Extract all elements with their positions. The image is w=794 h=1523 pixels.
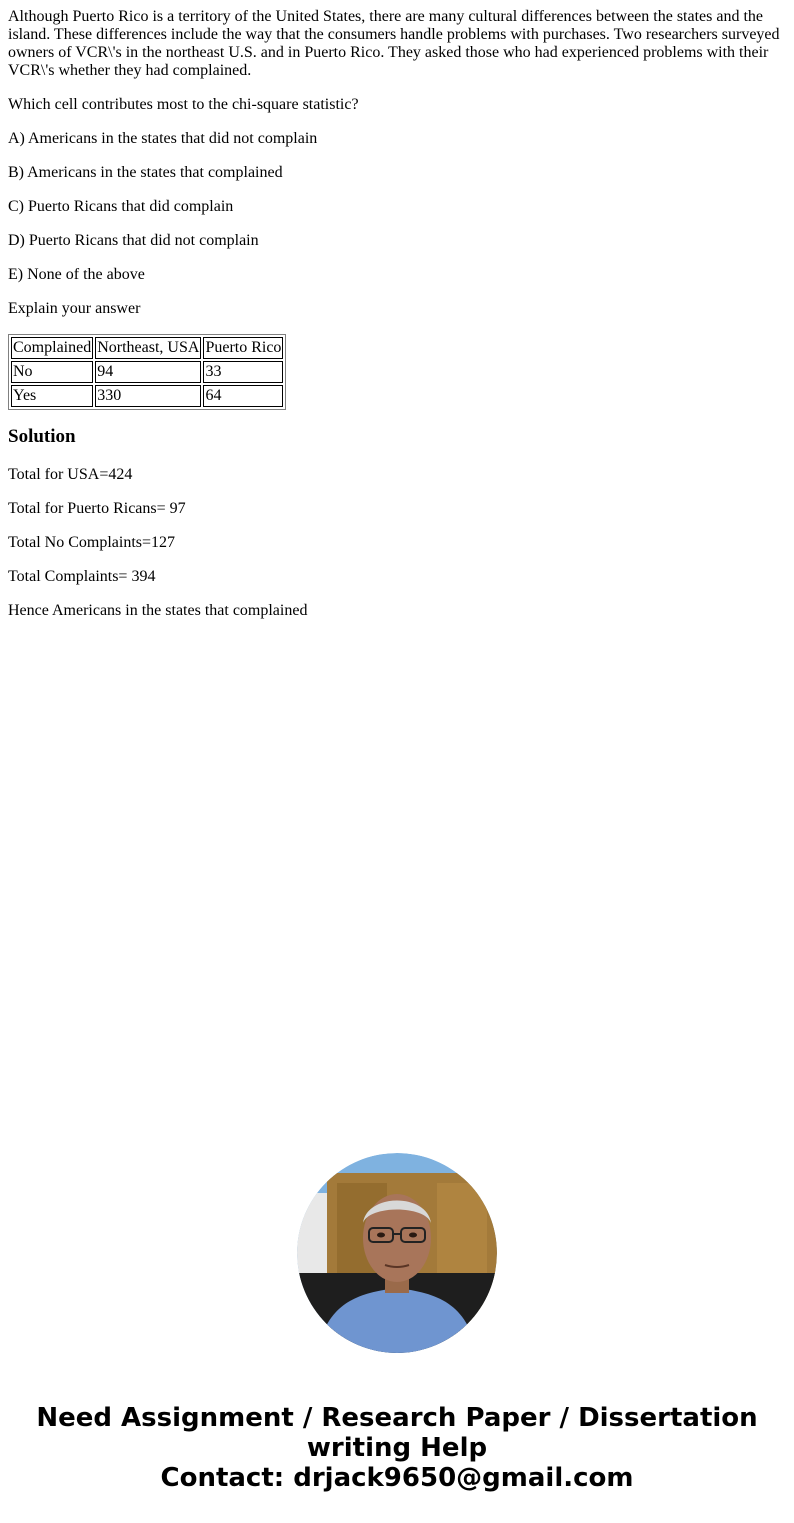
document-body bbox=[0, 0, 794, 620]
table-cell: 94 bbox=[95, 361, 201, 383]
table-header-cell: Puerto Rico bbox=[203, 337, 283, 359]
table-header-row bbox=[11, 337, 283, 359]
solution-heading: Solution bbox=[8, 426, 76, 447]
promo-line: writing Help bbox=[306, 1433, 488, 1463]
solution-line: Hence Americans in the states that complained bbox=[8, 602, 308, 619]
contingency-table bbox=[8, 334, 286, 410]
table-header-cell: Complained bbox=[11, 337, 93, 359]
table-cell: 64 bbox=[203, 385, 283, 407]
option-c: C) Puerto Ricans that did complain bbox=[8, 198, 234, 215]
question-intro: Although Puerto Rico is a territory of the United States, there are many cultural differences between the states and the island. These differences include the way that the consumers handle problems with purchases. Two researchers surveyed owners of VCR\'s in the northeast U.S. and in Puerto Rico. They asked those who had experienced problems with their VCR\'s whether they had complained. bbox=[8, 8, 780, 79]
contact-email: Contact: drjack9650@gmail.com bbox=[160, 1463, 634, 1493]
question-prompt: Which cell contributes most to the chi-square statistic? bbox=[8, 96, 359, 113]
table-row bbox=[11, 361, 283, 383]
option-e: E) None of the above bbox=[8, 266, 145, 283]
option-b: B) Americans in the states that complained bbox=[8, 164, 283, 181]
table-row bbox=[11, 385, 283, 407]
table-cell: 33 bbox=[203, 361, 283, 383]
table-cell: Yes bbox=[11, 385, 93, 407]
author-photo bbox=[297, 1153, 497, 1353]
explain-instruction: Explain your answer bbox=[8, 300, 141, 317]
table-cell: No bbox=[11, 361, 93, 383]
table-cell: 330 bbox=[95, 385, 201, 407]
promo-footer bbox=[0, 1403, 794, 1493]
table-header-cell: Northeast, USA bbox=[95, 337, 201, 359]
option-d: D) Puerto Ricans that did not complain bbox=[8, 232, 259, 249]
solution-line: Total for USA=424 bbox=[8, 466, 133, 483]
portrait-image bbox=[297, 1153, 497, 1353]
option-a: A) Americans in the states that did not complain bbox=[8, 130, 318, 147]
promo-line: Need Assignment / Research Paper / Dissertation bbox=[36, 1403, 758, 1433]
solution-line: Total for Puerto Ricans= 97 bbox=[8, 500, 186, 517]
solution-line: Total Complaints= 394 bbox=[8, 568, 156, 585]
solution-line: Total No Complaints=127 bbox=[8, 534, 176, 551]
